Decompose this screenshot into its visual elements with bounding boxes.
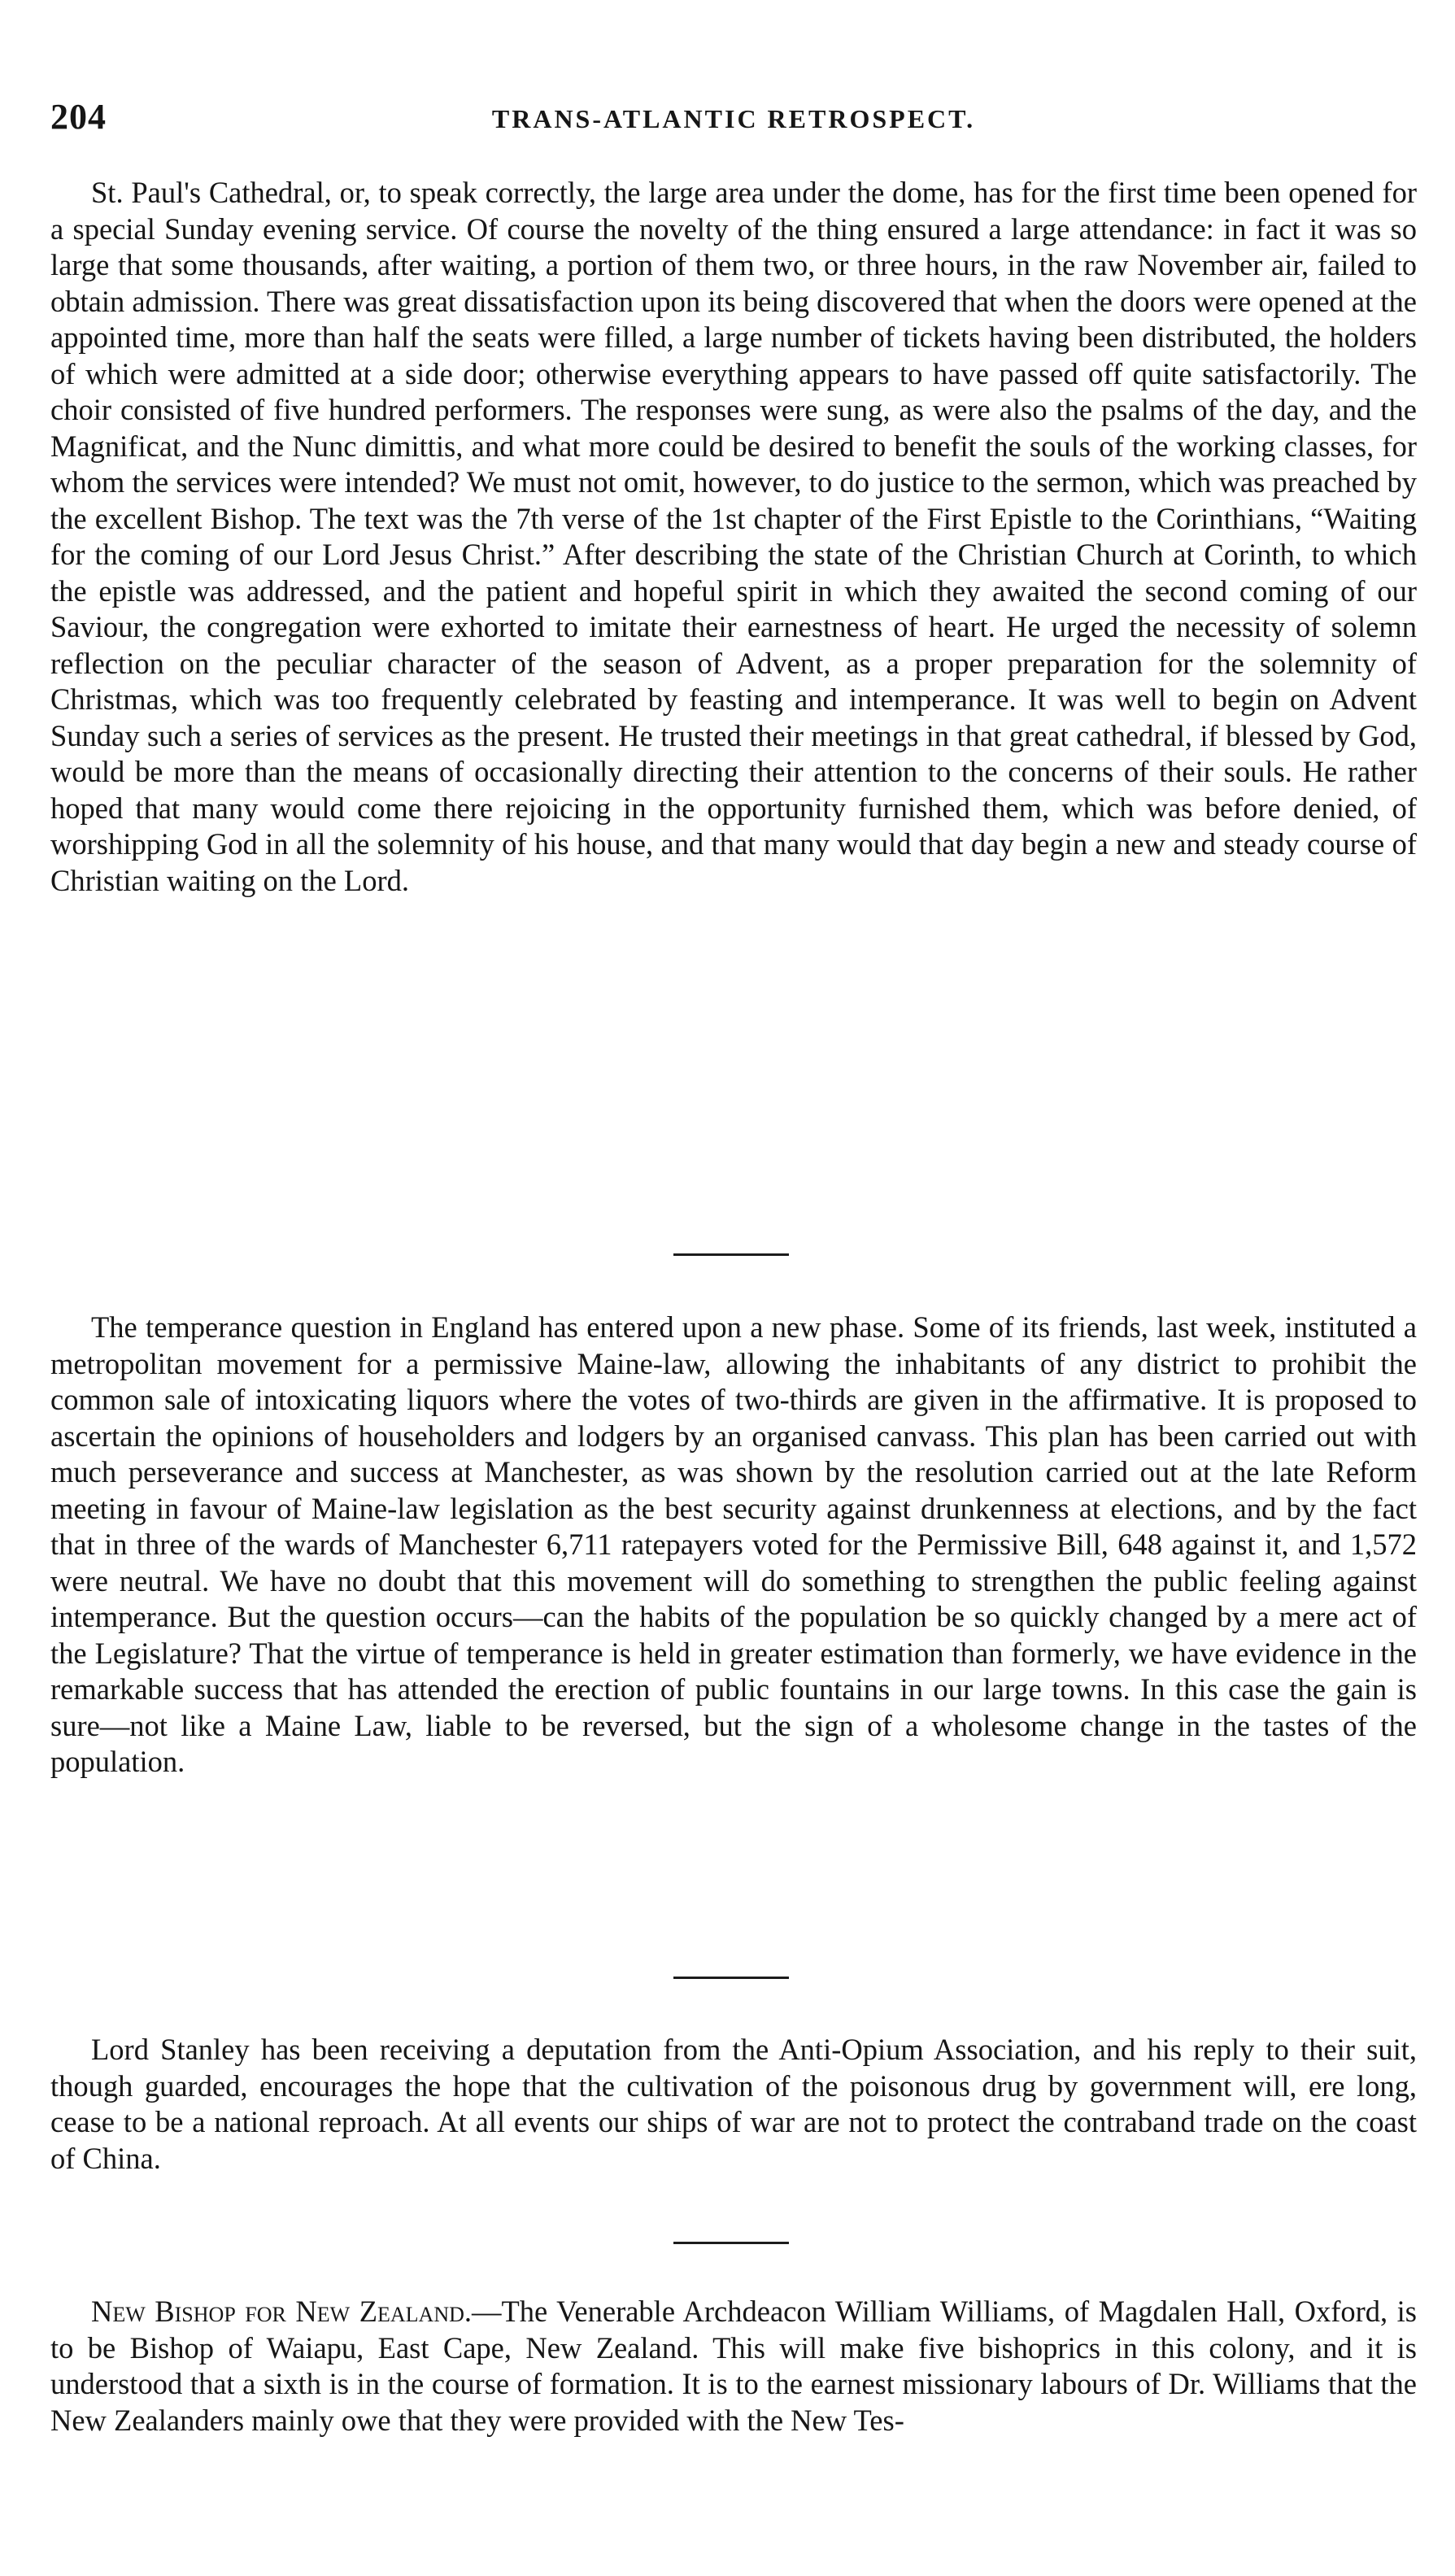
section-divider-rule: [673, 1253, 789, 1256]
section-divider-rule: [673, 2242, 789, 2244]
paragraph-anti-opium: Lord Stanley has been receiving a deputation from the Anti-Opium Association, and his reply to their suit, though guarded, encourages the hope that the cultivation of the poisonous drug by government will, ere long, cease to be a national reproach. At all events our ships of war are not to protect the contraband trade on the coast of China.: [50, 2033, 1417, 2175]
paragraph-lead-heading: New Bishop for New Zealand.: [91, 2295, 472, 2328]
paragraph-temperance-question: The temperance question in England has entered upon a new phase. Some of its friends, last week, instituted a metropolitan movement for a permissive Maine-law, allowing the inhabitants of any district to prohibit the common sale of intoxicating liquors where the votes of two-thirds are given in the affirmative. It is proposed to ascertain the opinions of householders and lodgers by an organised canvass. This plan has been carried out with much perseverance and success at Manchester, as was shown by the resolution carried out at the late Reform meeting in favour of Maine-law legislation as the best security against drunkenness at elections, and by the fact that in three of the wards of Manchester 6,711 ratepayers voted for the Permissive Bill, 648 against it, and 1,572 were neutral. We have no doubt that this movement will do something to strengthen the public feeling against intemperance. But the question occurs—can the habits of the population be so quickly changed by a mere act of the Legislature? That the virtue of temperance is held in greater estimation than formerly, we have evidence in the remarkable success that has attended the erection of public fountains in our large towns. In this case the gain is sure—not like a Maine Law, liable to be reversed, but the sign of a wholesome change in the tastes of the population.: [50, 1310, 1417, 1778]
page-header: [50, 96, 1417, 145]
running-head: TRANS-ATLANTIC RETROSPECT.: [491, 104, 976, 133]
paragraph-new-bishop: [50, 2294, 1417, 2439]
section-divider-rule: [673, 1977, 789, 1979]
page-number: 204: [50, 97, 107, 137]
paragraph-body: —The Venerable Archdeacon William Williams, of Magdalen Hall, Oxford, is to be Bishop of Waiapu, East Cape, New Zealand. This will make five bishoprics in this colony, and it is understood that a sixth is in the course of formation. It is to the earnest missionary labours of Dr. Williams that the New Zealanders mainly owe that they were provided with the New Tes-: [50, 2295, 1417, 2437]
paragraph-st-pauls-cathedral: St. Paul's Cathedral, or, to speak correctly, the large area under the dome, has for the first time been opened for a special Sunday evening service. Of course the novelty of the thing ensured a large attendance: in fact it was so large that some thousands, after waiting, a portion of them two, or three hours, in the raw November air, failed to obtain admission. There was great dissatisfaction upon its being discovered that when the doors were opened at the appointed time, more than half the seats were filled, a large number of tickets having been distributed, the holders of which were admitted at a side door; otherwise everything appears to have passed off quite satisfactorily. The choir consisted of five hundred performers. The responses were sung, as were also the psalms of the day, and the Magnificat, and the Nunc dimittis, and what more could be desired to benefit the souls of the working classes, for whom the services were intended? We must not omit, however, to do justice to the sermon, which was preached by the excellent Bishop. The text was the 7th verse of the 1st chapter of the First Epistle to the Corinthians, “Waiting for the coming of our Lord Jesus Christ.” After describing the state of the Christian Church at Corinth, to which the epistle was addressed, and the patient and hopeful spirit in which they awaited the second coming of our Saviour, the congregation were exhorted to imitate their earnestness of heart. He urged the necessity of solemn reflection on the peculiar character of the season of Advent, as a proper preparation for the solemnity of Christmas, which was too frequently celebrated by feasting and intemperance. It was well to begin on Advent Sunday such a series of services as the present. He trusted their meetings in that great cathedral, if blessed by God, would be more than the means of occasionally directing their attention to the concerns of their souls. He rather hoped that many would come there rejoicing in the opportunity furnished them, which was before denied, of worshipping God in all the solemnity of his house, and that many would that day begin a new and steady course of Christian waiting on the Lord.: [50, 176, 1417, 897]
